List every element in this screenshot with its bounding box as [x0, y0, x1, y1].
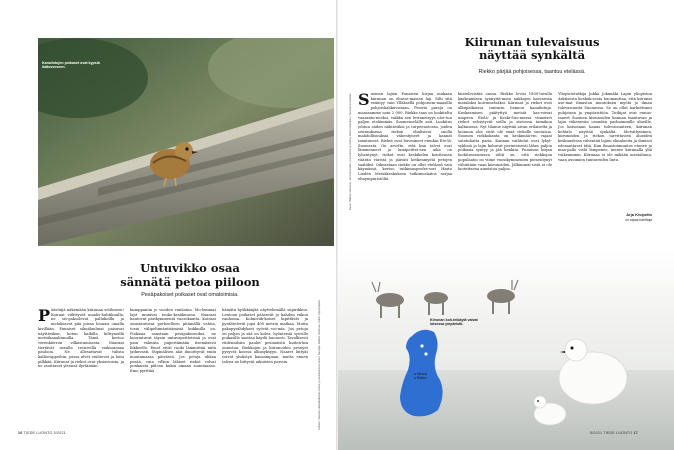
map-legend-item-2: ● Riekko: [414, 376, 427, 380]
right-column-2: [458, 92, 552, 252]
right-column-3: [558, 92, 652, 210]
left-side-credit: Lähteet: Suomen vaikeakulkuiset metsä- ja tunturiluonnon linnut. Kuvaaja: Markus Varesvuo. Teksti: Arja Kivipelto: [318, 299, 321, 430]
left-column-3: [222, 308, 308, 426]
left-column-1: [38, 308, 124, 426]
byline-role: on vapaa toimittaja: [625, 218, 652, 222]
left-folio: [18, 431, 66, 435]
left-folio-page: 16: [18, 431, 23, 435]
right-column-1-text: uomen lajien Punaisen kirjan mukaan kiirunan on elinvoi-maisen laji. Silti sitä esiintyy vain Ylläksellä pohjoisem-maasilla pohjoiskahkuvistaan. Pesiviä pareja on maassamme noin 2 000. Riekko taas on luokiteltu vaarantu-neeksi, vaikka sen levinneisyys ulot-tuu paljon etelämmäs. Suomenselälle asti. Luokitus johtuu siiden nähtäväksi ja turpeenotossa, joiden seurauksena riekon elinlisissä suolla mahdollisuuksia vähentyneet ja kannat taantuneet. Riekot ovat huvenneet etenkin Ete-lä-Suomesta. On arveltu, että kun talvet ovat lämmenneet ja lumipeittei-nen aika on lyhentynyt, riekot ovat keskikelen kontteassa väärän väristä ja jääväti hetkenmyötä petojen saaliiksi. Oikeastaan riekko on ollut etelässä vain käymässä, kertoo tutkimusprofes-sori Harto Lindén Metsäkeskuksen tutkimuslaitos sarjaa elinympäristöltä: [358, 92, 452, 181]
right-headline-line2: näyttää synkältä: [478, 48, 586, 62]
byline-name: Arja Kivipelto: [626, 212, 652, 217]
left-column-2: [130, 308, 216, 426]
ptarmigan-photo-illustration: [338, 250, 674, 450]
map-legend: [414, 372, 427, 380]
right-headline-line1: Kiirunan tulevaisuus: [464, 35, 600, 49]
byline: [590, 212, 652, 222]
left-headline-line2: sännätä petoa piiloon: [120, 274, 260, 289]
right-folio-mag: TIEDE LUONTO: [603, 431, 633, 435]
right-dropcap: S: [358, 92, 370, 109]
right-deck: Riekko pärjää pohjoisessa, taantuu etelässä.: [478, 69, 586, 75]
dropcap: P: [38, 308, 51, 325]
left-column-3-text: hämätä hyökkääjää näyttelemällä siipirikkoa. Lentoon poikaset pääsevät jo kahden viikon vanhoina. Kolmiviik-koiset kipittävät ja pyrähtelevät jopa 400 metrin matkaa. Mutta pakopyrähdykset syövät voi-mia. Jos petoja on paljon ja sää on kolea, hyönteisiä syöville poikasille saattaa käydä huonosti. Tavallisesti viidennilsiin paulot pesimäistä kuiten-kin onnistua. Riekkojen ja kiirunoiden pesuyet pysyvät koossa alkusyksyyn. Naaret liittyät voivat yhdistyä kausampaan, mutta ennen talvea ne liittyvät aikuisten parviin.: [222, 308, 308, 364]
right-headline: [452, 36, 612, 62]
right-column-2-text: kiistelevistää oussa. Riekko levisi 1800-luvulla kaskeamisen synnyttä-mien aukkojen kasvaessa matalaksi koivumetsäksi. Kiirunat ja riekot ovat alkupaikoissa tunturin heimon kanalintuja. Kaskeamisen päätyttyä metsät kas-voivat umpeen. Etelä- ja Keski-Suo-messa viimeiset riekot selviytyvät soilla ja siistossa taimikon kaltaisissa. Nyt tilanne näyttää aivan erilaiselta ja luonnon olot eivät ole enää riekolle suotuisia. Suomen riekkokanta on keskimää-rin vajaat satatuhatta paria. Kannan vaihtelut ovat lyhyt-syklisiä ja lajin kohuvat perinteisesti lähes paljon poikasia syntyy ja jää henkiin. Punaisen kirjan luokitusseuraava tähti on, että riekkojen populaatio on viime vuosikymmenten pienentynyt vähintään vaan kiirunoiden. Jälkimmäi-sistä ei ole luotettavaa aineistoa paljon.: [458, 92, 552, 172]
right-folio-issue: 5/2021: [590, 431, 603, 435]
right-side-credit: Kuvat: Markus Varesvuo, Jari Peltomäki / Luontokuva ry. Kartta: Hannu Huhtamo / Suomen Lintuatlas.: [349, 92, 352, 210]
left-headline-line1: Untuvikko osaa: [140, 261, 240, 275]
map-legend-item-1: ● Kiiruna: [414, 372, 427, 376]
right-column-3-text: Yliopistotutkija Jukka Jokimäki Lapin yliopiston Arktisesta keskuk-sesta huomauttaa, että kiirunat ase-mat ilmaston muutoksen myötä jo ilman tulevaisuutta Suomessa. Se on ollut karkottunut pohjoisen ja ympäristöön. Tutkijat ovat ennus-taneet Suomen kiirunoiden kannan taantuvan ja lajin vähenevän osuuden parhaimmille alueille. Jos katsotaan kauas tulevaisuuteen, kiirunan kohtalo näyttää synkältä. Metsittyminen, kiirunoiden ja riekon tarvittavien alueiden keskuudessa vähentää lajien elinalueita ja ihmiset edesauttavat tätä. Kun ilmastonmuutos etenee ja maa-pallo vielä lämpenee, menee kiirunalla yhä vaikeammin. Kiirunaa ei ole mikään mestalinnu, vaan avoimien tuntureiden lintu.: [558, 92, 652, 162]
left-folio-issue: 5/2021: [53, 431, 66, 435]
left-headline: [80, 262, 300, 289]
right-column-1: [358, 92, 452, 252]
left-column-1-text: äästäijä näkemään kiirunan sotilmeen! Koiraat viilittyvät maalis-huhtikuulla, ne sis-gaksolevat pallukoilla ja meluksavat pää joissa lounais omalla kivillään. Punaiset silmälaulmat paisuvat näyttävikisi, koten kaikilla kilttyneillä metsäkanalinnuilla. Tämä kertoo verenkierron vilkastumisesta. Naaraat tiertävät usealla reviireillä vaihtoansaa pauloon. Ne allesattavat tulista kalliorappeihin, joissa alvet viuhtevat ja lumi pilkkää. Kiirunat ja riekot ovat yksiavioisia, ja ne osoittavat yleensä ilyrtänään: [38, 308, 124, 369]
map-caption: Kiirunan koh-teikäytä valvat loisessa ympäristö.: [430, 318, 478, 327]
left-folio-mag: TIEDE LUONTO: [23, 431, 53, 435]
left-deck: Pesäpakoiset poikaset ovat omatoimisia.: [141, 292, 239, 298]
left-column-2-text: kumppaniin jo vuoden vanhoina. Mo-lemmat lajit munivat touko-kesäkuussa. Naaraat hautovat parikymmentä vuorokautta. Koiraat omistautuvat perheelleen pitämällä vahtia, tosin välipeltimänttiämisiä kukkuilla on. Poikasia sanotaan pesäpakoiseiksi, ne kuoriutuvat täysin untuvapeitteisinä ja ovat pian valmiita piipertämään itsenäisesti liikkeelle. Emot eivät ruoki lämmittää niitä jatkuvasti. Stipinälisen alat ilmoittyvät eniin muutamassa päivässä. Jos petoja uhkaa pesää, vain vilkon lähiset riekot volvat ponkaista piiloon kukin omaan suuntaansa. Emo pyrittää: [130, 308, 216, 374]
right-folio: [590, 431, 638, 435]
ptarmigan-photo: [338, 250, 674, 450]
photo-caption: Kanalintujen poikaset ovat kypsiä ikätoveeseen.: [42, 61, 100, 70]
right-folio-page: 17: [633, 431, 638, 435]
